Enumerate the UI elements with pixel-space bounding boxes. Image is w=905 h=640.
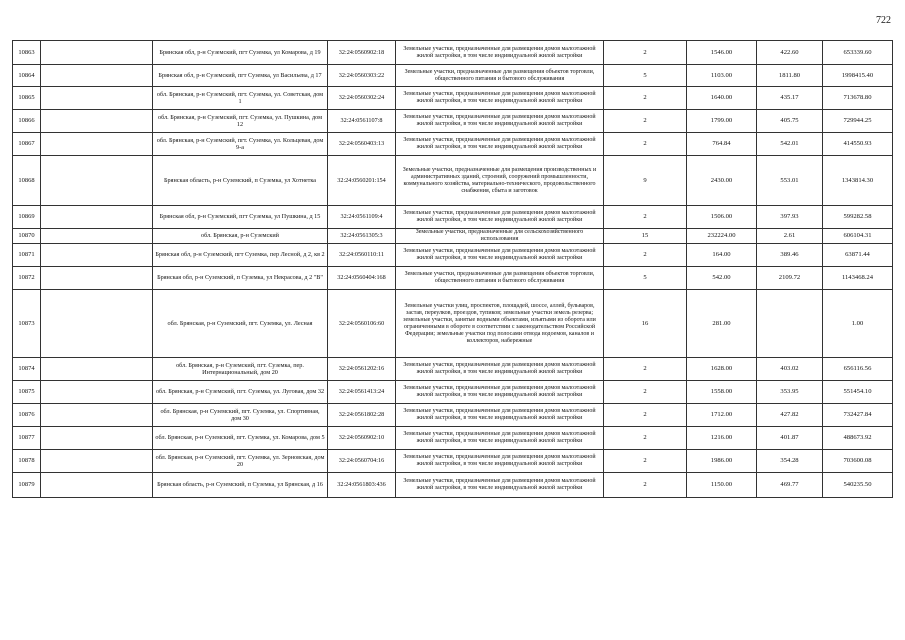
use-category-cell: 16	[604, 290, 687, 358]
land-use-cell: Земельные участки, предназначенные для размещения домов малоэтажной жилой застройки, в том числе индивидуальной жилой застройки	[396, 427, 604, 450]
table-row	[13, 65, 893, 87]
cadastral-value-cell: 63871.44	[823, 244, 893, 267]
cadastral-value-cell: 1998415.40	[823, 65, 893, 87]
row-number: 10878	[13, 450, 41, 473]
specific-value-cell: 553.01	[757, 156, 823, 206]
specific-value-cell: 427.82	[757, 404, 823, 427]
address-cell: Брянская обл, р-н Суземский, пгт Суземка, ул Пушкина, д 15	[153, 206, 328, 229]
cadastral-value-cell: 1343814.30	[823, 156, 893, 206]
specific-value-cell	[757, 290, 823, 358]
cadastral-number-cell: 32:24:0561803:436	[328, 473, 396, 498]
address-cell: Брянская обл, р-н Суземский, пгт Суземка, ул Комарова, д 19	[153, 41, 328, 65]
address-cell: обл. Брянская, р-н Суземский, пгт. Суземка, ул. Лесная	[153, 290, 328, 358]
cadastral-number-cell: 32:24:0560302:24	[328, 87, 396, 110]
cadastral-value-cell: 732427.84	[823, 404, 893, 427]
registry-table	[12, 40, 893, 498]
cadastral-value-cell: 713678.80	[823, 87, 893, 110]
land-use-cell: Земельные участки, предназначенные для размещения домов малоэтажной жилой застройки, в том числе индивидуальной жилой застройки	[396, 41, 604, 65]
use-category-cell: 2	[604, 450, 687, 473]
area-cell: 1712.00	[687, 404, 757, 427]
blank-cell	[41, 133, 153, 156]
specific-value-cell: 403.02	[757, 358, 823, 381]
area-cell: 232224.00	[687, 229, 757, 244]
specific-value-cell: 2.61	[757, 229, 823, 244]
cadastral-value-cell: 1.00	[823, 290, 893, 358]
table-row	[13, 358, 893, 381]
row-number: 10877	[13, 427, 41, 450]
use-category-cell: 9	[604, 156, 687, 206]
use-category-cell: 2	[604, 87, 687, 110]
area-cell: 1150.00	[687, 473, 757, 498]
blank-cell	[41, 65, 153, 87]
row-number: 10868	[13, 156, 41, 206]
use-category-cell: 15	[604, 229, 687, 244]
cadastral-number-cell: 32:24:0560106:60	[328, 290, 396, 358]
land-use-cell: Земельные участки, предназначенные для размещения объектов торговли, общественного питания и бытового обслуживания	[396, 267, 604, 290]
cadastral-value-cell: 488673.92	[823, 427, 893, 450]
land-use-cell: Земельные участки, предназначенные для размещения объектов торговли, общественного питания и бытового обслуживания	[396, 65, 604, 87]
blank-cell	[41, 290, 153, 358]
address-cell: обл. Брянская, р-н Суземский, пгт. Суземка, ул. Спортивная, дом 30	[153, 404, 328, 427]
cadastral-number-cell: 32:24:0560902:10	[328, 427, 396, 450]
area-cell: 1506.00	[687, 206, 757, 229]
address-cell: обл. Брянская, р-н Суземский, пгт. Суземка, пер. Интернациональный, дом 20	[153, 358, 328, 381]
use-category-cell: 2	[604, 404, 687, 427]
area-cell: 2430.00	[687, 156, 757, 206]
specific-value-cell: 353.95	[757, 381, 823, 404]
use-category-cell: 2	[604, 206, 687, 229]
table-row	[13, 427, 893, 450]
cadastral-number-cell: 32:24:0560704:16	[328, 450, 396, 473]
specific-value-cell: 435.17	[757, 87, 823, 110]
use-category-cell: 2	[604, 427, 687, 450]
row-number: 10879	[13, 473, 41, 498]
row-number: 10867	[13, 133, 41, 156]
row-number: 10876	[13, 404, 41, 427]
row-number: 10874	[13, 358, 41, 381]
cadastral-number-cell: 32:24:0560303:22	[328, 65, 396, 87]
blank-cell	[41, 473, 153, 498]
row-number: 10870	[13, 229, 41, 244]
table-row	[13, 473, 893, 498]
row-number: 10865	[13, 87, 41, 110]
table-row	[13, 156, 893, 206]
blank-cell	[41, 450, 153, 473]
table-row	[13, 290, 893, 358]
cadastral-number-cell: 32:24:0560403:13	[328, 133, 396, 156]
area-cell: 1986.00	[687, 450, 757, 473]
land-use-cell: Земельные участки, предназначенные для сельскохозяйственного использования	[396, 229, 604, 244]
cadastral-value-cell: 599282.58	[823, 206, 893, 229]
specific-value-cell: 401.87	[757, 427, 823, 450]
area-cell: 542.00	[687, 267, 757, 290]
specific-value-cell: 354.28	[757, 450, 823, 473]
address-cell: обл. Брянская, р-н Суземский, пгт. Суземка, ул. Пушкина, дом 12	[153, 110, 328, 133]
land-use-cell: Земельные участки, предназначенные для размещения производственных и административных зданий, строений, сооружений промышленности, коммунального хозяйства, материально-технического, продовольственного снабжения, сбыта и заготовок	[396, 156, 604, 206]
land-use-cell: Земельные участки, предназначенные для размещения домов малоэтажной жилой застройки, в том числе индивидуальной жилой застройки	[396, 404, 604, 427]
address-cell: Брянская область, р-н Суземский, п Суземка, ул Хотнетка	[153, 156, 328, 206]
blank-cell	[41, 206, 153, 229]
address-cell: Брянская область, р-н Суземский, п Суземка, ул Брянская, д 16	[153, 473, 328, 498]
cadastral-value-cell: 656116.56	[823, 358, 893, 381]
cadastral-number-cell: 32:24:0560902:18	[328, 41, 396, 65]
page-number: 722	[876, 15, 891, 26]
land-use-cell: Земельные участки, предназначенные для размещения домов малоэтажной жилой застройки, в том числе индивидуальной жилой застройки	[396, 244, 604, 267]
blank-cell	[41, 244, 153, 267]
specific-value-cell: 542.01	[757, 133, 823, 156]
area-cell: 1628.00	[687, 358, 757, 381]
land-use-cell: Земельные участки, предназначенные для размещения домов малоэтажной жилой застройки, в том числе индивидуальной жилой застройки	[396, 133, 604, 156]
area-cell: 1558.00	[687, 381, 757, 404]
address-cell: обл. Брянская, р-н Суземский, пгт. Суземка, ул. Луговая, дом 32	[153, 381, 328, 404]
specific-value-cell: 405.75	[757, 110, 823, 133]
use-category-cell: 5	[604, 267, 687, 290]
address-cell: Брянская обл, р-н Суземский, п Суземка, ул Некрасова, д 2 "В"	[153, 267, 328, 290]
blank-cell	[41, 41, 153, 65]
cadastral-number-cell: 32:24:0561202:16	[328, 358, 396, 381]
row-number: 10873	[13, 290, 41, 358]
specific-value-cell: 469.77	[757, 473, 823, 498]
row-number: 10863	[13, 41, 41, 65]
blank-cell	[41, 427, 153, 450]
table-row	[13, 450, 893, 473]
area-cell: 764.84	[687, 133, 757, 156]
land-use-cell: Земельные участки улиц, проспектов, площадей, шоссе, аллей, бульваров, застав, переулков, проездов, тупиков; земельные участки земель резерва; земельные участки, занятые водными объектами, изъятыми из оборота или ограниченными в обороте в соответствии с законодательством Российской Федерации; земельные участки под полосами отвода водоемов, каналов и коллекторов, набережные	[396, 290, 604, 358]
land-use-cell: Земельные участки, предназначенные для размещения домов малоэтажной жилой застройки, в том числе индивидуальной жилой застройки	[396, 473, 604, 498]
land-use-cell: Земельные участки, предназначенные для размещения домов малоэтажной жилой застройки, в том числе индивидуальной жилой застройки	[396, 110, 604, 133]
address-cell: обл. Брянская, р-н Суземский, пгт. Суземка, ул. Зерновская, дом 20	[153, 450, 328, 473]
blank-cell	[41, 229, 153, 244]
use-category-cell: 2	[604, 358, 687, 381]
table-row	[13, 41, 893, 65]
use-category-cell: 2	[604, 381, 687, 404]
area-cell: 1103.00	[687, 65, 757, 87]
land-use-cell: Земельные участки, предназначенные для размещения домов малоэтажной жилой застройки, в том числе индивидуальной жилой застройки	[396, 450, 604, 473]
specific-value-cell: 422.60	[757, 41, 823, 65]
land-use-cell: Земельные участки, предназначенные для размещения домов малоэтажной жилой застройки, в том числе индивидуальной жилой застройки	[396, 381, 604, 404]
use-category-cell: 2	[604, 41, 687, 65]
row-number: 10872	[13, 267, 41, 290]
cadastral-value-cell: 414550.93	[823, 133, 893, 156]
area-cell: 1546.00	[687, 41, 757, 65]
cadastral-value-cell: 606104.31	[823, 229, 893, 244]
land-use-cell: Земельные участки, предназначенные для размещения домов малоэтажной жилой застройки, в том числе индивидуальной жилой застройки	[396, 358, 604, 381]
address-cell: обл. Брянская, р-н Суземский, пгт. Суземка, ул. Кольцевая, дом 9-а	[153, 133, 328, 156]
row-number: 10864	[13, 65, 41, 87]
cadastral-number-cell: 32:24:0561107:8	[328, 110, 396, 133]
row-number: 10869	[13, 206, 41, 229]
specific-value-cell: 2109.72	[757, 267, 823, 290]
area-cell: 1799.00	[687, 110, 757, 133]
address-cell: Брянская обл, р-н Суземский, пгт Суземка, ул Васильева, д 17	[153, 65, 328, 87]
cadastral-number-cell: 32:24:0561413:24	[328, 381, 396, 404]
address-cell: обл. Брянская, р-н Суземский, пгт. Суземка, ул. Советская, дом 1	[153, 87, 328, 110]
blank-cell	[41, 267, 153, 290]
blank-cell	[41, 381, 153, 404]
use-category-cell: 5	[604, 65, 687, 87]
row-number: 10871	[13, 244, 41, 267]
table-row	[13, 229, 893, 244]
table-row	[13, 267, 893, 290]
area-cell: 1640.00	[687, 87, 757, 110]
table-row	[13, 244, 893, 267]
registry-body	[13, 41, 893, 498]
cadastral-number-cell: 32:24:0561305:3	[328, 229, 396, 244]
cadastral-value-cell: 540235.50	[823, 473, 893, 498]
table-row	[13, 87, 893, 110]
row-number: 10866	[13, 110, 41, 133]
blank-cell	[41, 404, 153, 427]
table-row	[13, 404, 893, 427]
table-row	[13, 381, 893, 404]
specific-value-cell: 397.93	[757, 206, 823, 229]
area-cell: 164.00	[687, 244, 757, 267]
land-use-cell: Земельные участки, предназначенные для размещения домов малоэтажной жилой застройки, в том числе индивидуальной жилой застройки	[396, 206, 604, 229]
use-category-cell: 2	[604, 244, 687, 267]
blank-cell	[41, 87, 153, 110]
table-row	[13, 110, 893, 133]
specific-value-cell: 1811.80	[757, 65, 823, 87]
blank-cell	[41, 358, 153, 381]
use-category-cell: 2	[604, 473, 687, 498]
specific-value-cell: 389.46	[757, 244, 823, 267]
cadastral-value-cell: 1143468.24	[823, 267, 893, 290]
land-use-cell: Земельные участки, предназначенные для размещения домов малоэтажной жилой застройки, в том числе индивидуальной жилой застройки	[396, 87, 604, 110]
cadastral-value-cell: 551454.10	[823, 381, 893, 404]
cadastral-number-cell: 32:24:0560404:168	[328, 267, 396, 290]
cadastral-number-cell: 32:24:0560201:154	[328, 156, 396, 206]
table-row	[13, 206, 893, 229]
cadastral-number-cell: 32:24:0561802:28	[328, 404, 396, 427]
address-cell: Брянская обл, р-н Суземский, пгт Суземка, пер Лесной, д 2, кв 2	[153, 244, 328, 267]
area-cell: 281.00	[687, 290, 757, 358]
cadastral-value-cell: 703600.08	[823, 450, 893, 473]
blank-cell	[41, 156, 153, 206]
cadastral-value-cell: 729944.25	[823, 110, 893, 133]
row-number: 10875	[13, 381, 41, 404]
area-cell: 1216.00	[687, 427, 757, 450]
address-cell: обл. Брянская, р-н Суземский, пгт. Суземка, ул. Комарова, дом 5	[153, 427, 328, 450]
use-category-cell: 2	[604, 110, 687, 133]
address-cell: обл. Брянская, р-н Суземский	[153, 229, 328, 244]
use-category-cell: 2	[604, 133, 687, 156]
cadastral-number-cell: 32:24:0560110:11	[328, 244, 396, 267]
blank-cell	[41, 110, 153, 133]
cadastral-value-cell: 653339.60	[823, 41, 893, 65]
table-row	[13, 133, 893, 156]
cadastral-number-cell: 32:24:0561109:4	[328, 206, 396, 229]
